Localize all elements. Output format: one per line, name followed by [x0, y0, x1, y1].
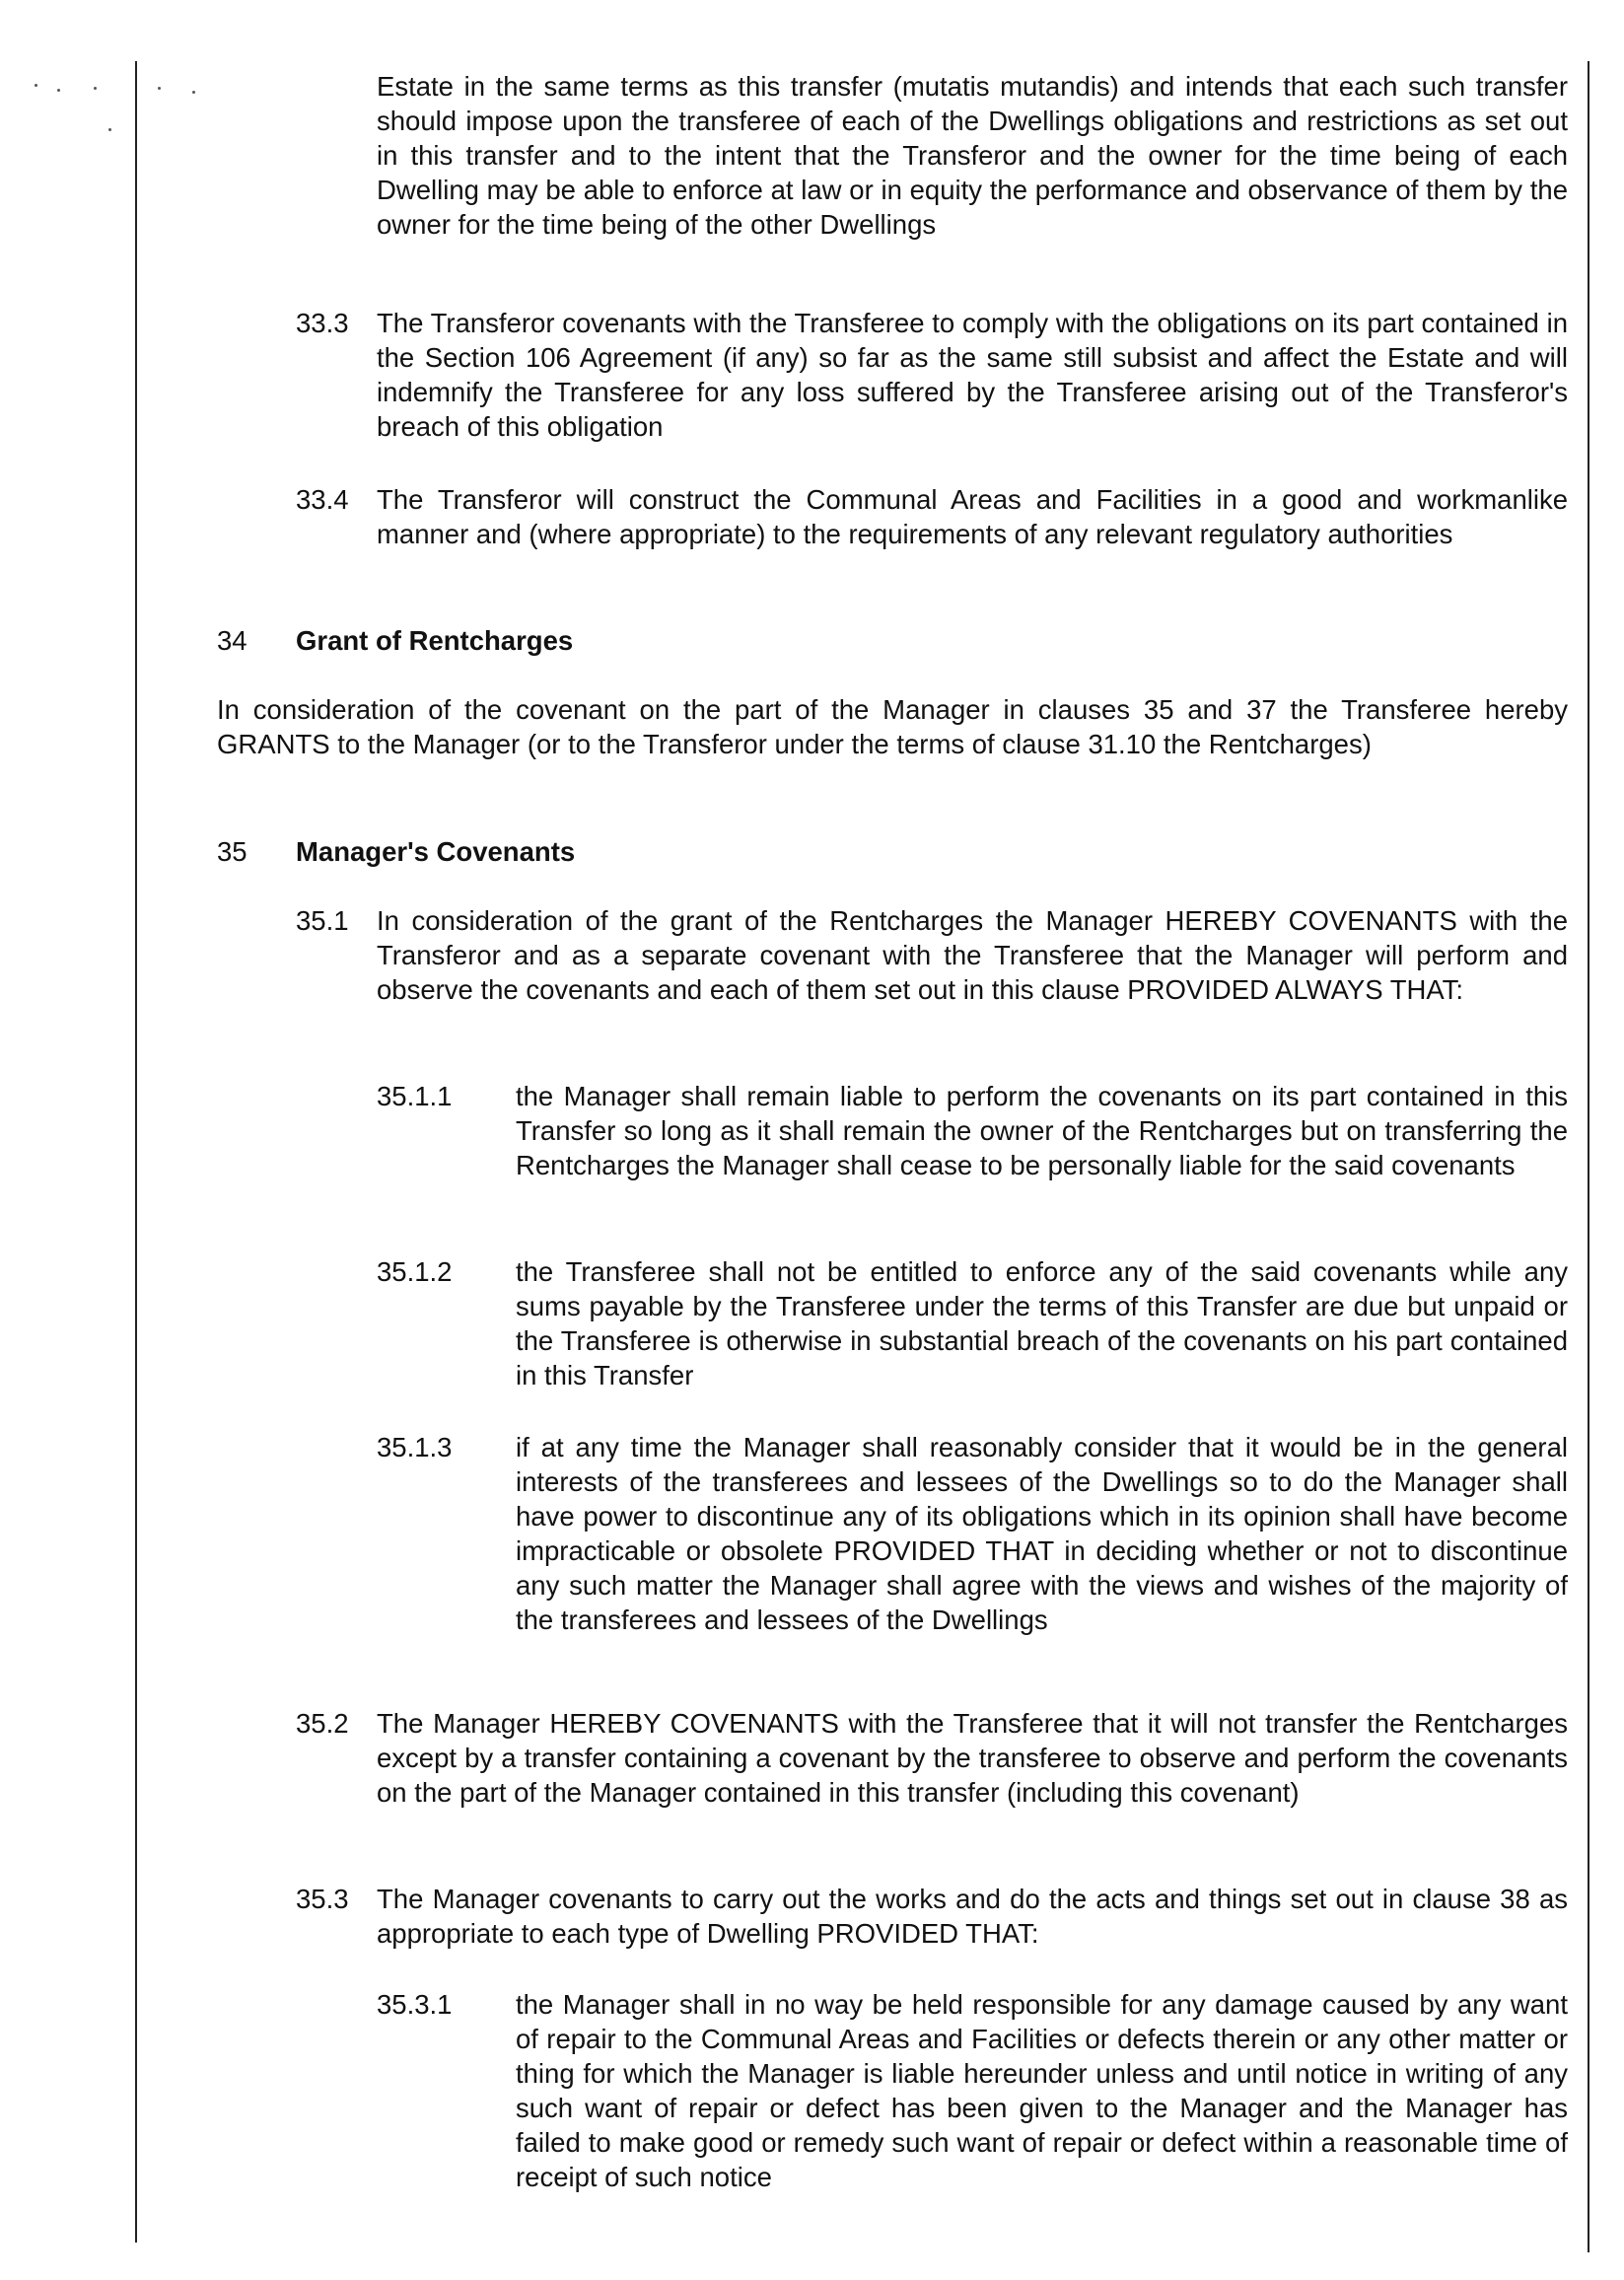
intro-continuation: Estate in the same terms as this transfer (mutatis mutandis) and intends that each such transfer should impose upon the transferee of each of the Dwellings obligations and restrictions as set out in this transfer and to the intent that the Transferor and the owner for the time being of each Dwelling may be able to enforce at law or in equity the performance and observance of them by the owner for the time being of the other Dwellings	[377, 71, 1568, 240]
section-number: 34	[217, 625, 247, 656]
section-title: Manager's Covenants	[296, 836, 576, 867]
clause-text: The Transferor will construct the Communal Areas and Facilities in a good and workmanlike manner and (where appropriate) to the requirements of any relevant regulatory authorities	[377, 484, 1568, 549]
clause-number: 35.1	[296, 905, 349, 936]
subclause-text: if at any time the Manager shall reasonably consider that it would be in the general interests of the transferees and lessees of the Dwellings so to do the Manager shall have power to discontinue any of its obligations which in its opinion shall have become impracticable or obsolete PROVIDED THAT in deciding whether or not to discontinue any such matter the Manager shall agree with the views and wishes of the majority of the transferees and lessees of the Dwellings	[516, 1432, 1568, 1635]
subclause-text: the Transferee shall not be entitled to enforce any of the said covenants while any sums payable by the Transferee under the terms of this Transfer are due but unpaid or the Transferee is otherwise in substantial breach of the covenants on his part contained in this Transfer	[516, 1256, 1568, 1390]
subclause-text: the Manager shall remain liable to perform the covenants on its part contained in this Transfer so long as it shall remain the owner of the Rentcharges but on transferring the Rentcharges the Manager shall cease to be personally liable for the said covenants	[516, 1081, 1568, 1180]
clause-number: 35.2	[296, 1708, 349, 1739]
clause-number: 33.4	[296, 484, 349, 515]
subclause-number: 35.1.3	[377, 1432, 453, 1462]
clause-number: 35.3	[296, 1884, 349, 1914]
subclause-number: 35.3.1	[377, 1989, 453, 2020]
clause-text: The Manager covenants to carry out the works and do the acts and things set out in clause 38 as appropriate to each type of Dwelling PROVIDED THAT:	[377, 1884, 1568, 1949]
clause-number: 33.3	[296, 308, 349, 338]
subclause-text: the Manager shall in no way be held responsible for any damage caused by any want of repair to the Communal Areas and Facilities or defects therein or any other matter or thing for which the Manager is liable hereunder unless and until notice in writing of any such want of repair or defect has been given to the Manager and the Manager has failed to make good or remedy such want of repair or defect within a reasonable time of receipt of such notice	[516, 1989, 1568, 2192]
section-text: In consideration of the covenant on the part of the Manager in clauses 35 and 37 the Transferee hereby GRANTS to the Manager (or to the Transferor under the terms of clause 31.10 the Rentcharges)	[217, 694, 1568, 759]
section-title: Grant of Rentcharges	[296, 625, 574, 656]
clause-text: The Manager HEREBY COVENANTS with the Transferee that it will not transfer the Rentcharges except by a transfer containing a covenant by the transferee to observe and perform the covenants on the part of the Manager contained in this transfer (including this covenant)	[377, 1708, 1568, 1808]
subclause-number: 35.1.1	[377, 1081, 453, 1111]
subclause-number: 35.1.2	[377, 1256, 453, 1287]
clause-text: In consideration of the grant of the Rentcharges the Manager HEREBY COVENANTS with the Transferor and as a separate covenant with the Transferee that the Manager will perform and observe the covenants and each of them set out in this clause PROVIDED ALWAYS THAT:	[377, 905, 1568, 1005]
section-number: 35	[217, 836, 247, 867]
clause-text: The Transferor covenants with the Transferee to comply with the obligations on its part contained in the Section 106 Agreement (if any) so far as the same still subsist and affect the Estate and will indemnify the Transferee for any loss suffered by the Transferee arising out of the Transferor's breach of this obligation	[377, 308, 1568, 442]
